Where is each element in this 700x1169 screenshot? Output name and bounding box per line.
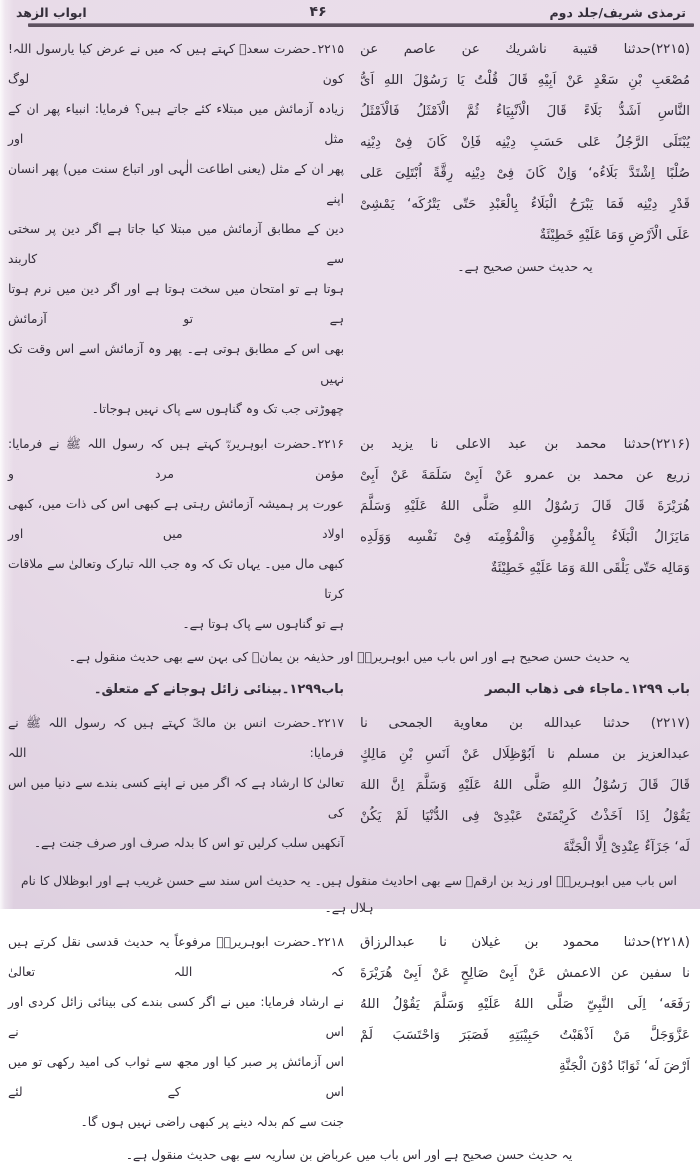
text-line: عبدالعزیز بن مسلم نا اَبُوْظِلَال عَنْ اَنَسِ بْنِ مَالِكٍ [360, 747, 690, 762]
text-line: دین کے مطابق آزمائش میں مبتلا کیا جاتا ہے اگر دین پر سختی سے کاربند [8, 222, 344, 266]
hadith-2218-arabic [360, 927, 690, 1082]
hadith-2217-urdu-lines [8, 708, 344, 858]
hadith-2218-urdu [8, 927, 344, 1137]
text-line: (۲۲۱۶)حدثنا محمد بن عبد الاعلی نا یزید بن [360, 437, 690, 452]
hadith-2218 [8, 927, 690, 1137]
page-number: ۴۶ [309, 4, 327, 20]
hadith-2218-arabic-lines [360, 927, 690, 1082]
text-line: صُلْبًا اِشْتَدَّ بَلَاءُه‘ وَاِنْ كَانَ فِىْ دِيْنِه رِقَّةً اُبْتَلِىَ عَلى [360, 166, 690, 181]
volume-title: ترمذی شریف/جلد دوم [549, 5, 686, 20]
text-line: اس آزمائش پر صبر کیا اور مجھ سے ثواب کی امید رکھی تو میں اس کے لئے [8, 1055, 344, 1099]
hadith-2216-urdu-lines [8, 429, 344, 639]
section-title: ابواب الزهد [16, 5, 87, 20]
text-line: قَالَ قَالَ رَسُوْلُ اللهِ صَلَّى اللهُ عَلَيْهِ وَسَلَّمَ اِنَّ اللهَ [360, 778, 690, 793]
text-line: ہوتا ہے تو امتحان میں سخت ہوتا ہے اور اگر دین میں نرم ہوتا ہے تو آزمائش [8, 282, 344, 326]
text-line: بھی اس کے مطابق ہوتی ہے۔ پھر وہ آزمائش اسے اس وقت تک نہیں [8, 342, 344, 386]
text-line: تعالیٰ کا ارشاد ہے کہ اگر میں نے اپنے کسی بندے سے دنیا میں اس کی [8, 776, 344, 820]
text-line: پھر ان کے مثل (یعنی اطاعت الٰہی اور اتباع سنت میں) پھر انسان اپنے [8, 162, 344, 206]
text-line: (۲۲۱۸)حدثنا محمود بن غیلان نا عبدالرزاق [360, 935, 690, 950]
hadith-2217-urdu [8, 708, 344, 858]
text-line: اَرْضَ لَه‘ ثَوَابًا دُوْنَ الْجَنَّةِ [558, 1059, 690, 1074]
text-line: زریع عن محمد بن عمرو عَنْ اَبِىْ سَلَمَةَ عَنْ اَبِىْ [360, 468, 690, 483]
text-line: رَفَعَه‘ اِلَى النَّبِىِّ صَلَّى اللهُ عَلَيْهِ وَسَلَّمَ يَقُوْلُ اللهُ [360, 997, 690, 1012]
text-line: کبھی مال میں۔ یہاں تک کہ وہ جب اللہ تبارک وتعالیٰ سے ملاقات کرتا [8, 557, 344, 601]
hadith-2215-arabic [360, 34, 690, 282]
chapter-1299 [8, 676, 690, 703]
text-line: آنکھیں سلب کرلیں تو اس کا بدلہ صرف اور صرف جنت ہے۔ [33, 836, 344, 850]
hadith-2216-arabic-lines [360, 429, 690, 584]
text-line: عَزَّوَجَلَّ مَنْ اَذْهَبْتُ حَبِيْبَتِهِ فَصَبَرَ وَاحْتَسَبَ لَمْ [360, 1028, 690, 1043]
text-line: يُبْتَلَى الرَّجُلُ عَلى حَسَبِ دِيْنِه فَاِنْ كَانَ فِىْ دِيْنِه [360, 135, 690, 150]
hadith-2217-arabic [360, 708, 690, 863]
chapter-1299-arabic: باب ۱۲۹۹۔ماجاء فی ذهاب البصر [485, 682, 690, 697]
page-content [0, 27, 700, 1169]
text-line: چھوڑتی جب تک وہ گناہوں سے پاک نہیں ہوجاتا۔ [91, 402, 344, 416]
text-line: مَايَزَالُ الْبَلَاءُ بِالْمُؤْمِنِ وَالْمُؤْمِنَه فِىْ نَفْسِه وَوَلَدِه [360, 530, 690, 545]
text-line: نے ارشاد فرمایا: میں نے اگر کسی بندے کی بینائی زائل کردی اور اس نے [8, 995, 344, 1039]
text-line: ۲۲۱۷۔حضرت انس بن مالکؓ کہتے ہیں کہ رسول اللہ ﷺ نے فرمایا: اللہ [8, 716, 344, 760]
text-line: ۲۲۱۶۔حضرت ابوہریرہؓ کہتے ہیں کہ رسول اللہ ﷺ نے فرمایا: مؤمن مرد و [8, 437, 344, 481]
hadith-2218-urdu-lines [8, 927, 344, 1137]
text-line: يَقُوْلُ اِذَا اَخَذْتُ كَرِيْمَتَىْ عَبْدِىْ فِى الدُّنْيَا لَمْ يَكُنْ [360, 809, 690, 824]
text-line: النَّاسِ اَشَدُّ بَلَاءً قَالَ الْاَنْبِيَاءُ ثُمَّ الْاَمْثَلُ فَالْاَمْثَلُ [360, 104, 690, 119]
hadith-2215-grade-note: یہ حدیث حسن صحیح ہے۔ [457, 260, 593, 274]
text-line: هُرَيْرَةَ قَالَ قَالَ رَسُوْلُ اللهِ صَلَّى اللهُ عَلَيْهِ وَسَلَّمَ [360, 499, 690, 514]
text-line: (۲۲۱۷) حدثنا عبدالله بن معاویة الجمحی نا [360, 716, 690, 731]
text-line: قَدْرِ دِيْنِه فَمَا يَبْرَحُ الْبَلَاءُ بِالْعَبْدِ حَتّى يَتْرُكَه‘ يَمْشِىْ [360, 197, 690, 212]
text-line: وَمَالِه حَتّى يَلْقَى اللهَ وَمَا عَلَيْهِ خَطِيْئَةٌ [490, 561, 690, 576]
hadith-2216-urdu [8, 429, 344, 639]
chapter-1299-urdu: باب۱۲۹۹۔بینائی زائل ہوجانے کے متعلق۔ [93, 682, 344, 697]
text-line: جنت سے کم بدلہ دینے پر کبھی راضی نہیں ہوں گا۔ [80, 1115, 344, 1129]
hadith-2216 [8, 429, 690, 639]
page-header [0, 0, 700, 21]
text-line: (۲۲۱۵)حدثنا قتیبة ناشریك عن عاصم عن [360, 42, 690, 57]
hadith-2217 [8, 708, 690, 863]
text-line: مُصْعَبِ بْنِ سَعْدٍ عَنْ اَبِيْهِ قَالَ قُلْتُ يَا رَسُوْلَ اللهِ اَىُّ [360, 73, 690, 88]
text-line: زیادہ آزمائش میں مبتلاء کئے جاتے ہیں؟ فرمایا: انبیاء پھر ان کے مثل اور [8, 102, 344, 146]
text-line: ہے تو گناہوں سے پاک ہوتا ہے۔ [182, 617, 344, 631]
note-after-2217: اس باب میں ابوہریرہؓ اور زید بن ارقمؓ سے بھی احادیث منقول ہیں۔ یہ حدیث اس سند سے حسن غریب ہے اور ابوظلال کا نام ہلال ہے۔ [21, 874, 677, 915]
note-after-2218: یہ حدیث حسن صحیح ہے اور اس باب میں عرباض بن ساریہ سے بھی حدیث منقول ہے۔ [125, 1148, 573, 1162]
hadith-2216-arabic [360, 429, 690, 584]
text-line: لَه‘ جَزَآءٌ عِنْدِىْ اِلَّا الْجَنَّةَ [563, 840, 690, 855]
text-line: عَلَى الْاَرْضِ وَمَا عَلَيْهِ خَطِيْئَةٌ [539, 228, 690, 243]
hadith-2215 [8, 34, 690, 424]
note-after-2216: یہ حدیث حسن صحیح ہے اور اس باب میں ابوہریرہؓ اور حذیفہ بن یمانؓ کی بہن سے بھی حدیث منقول ہے۔ [68, 650, 630, 664]
text-line: نا سفین عن الاعمش عَنْ اَبِىْ صَالِحٍ عَنْ اَبِىْ هُرَيْرَةَ [360, 966, 690, 981]
text-line: ۲۲۱۵۔حضرت سعدؓ کہتے ہیں کہ میں نے عرض کیا یارسول اللہ! کون لوگ [8, 42, 344, 86]
hadith-2215-urdu-lines [8, 34, 344, 424]
hadith-2215-urdu [8, 34, 344, 424]
text-line: ۲۲۱۸۔حضرت ابوہریرہؓ مرفوعاً یہ حدیث قدسی نقل کرتے ہیں کہ اللہ تعالیٰ [8, 935, 344, 979]
hadith-2217-arabic-lines [360, 708, 690, 863]
text-line: عورت پر ہمیشہ آزمائش رہتی ہے کبھی اس کی ذات میں، کبھی اولاد میں اور [8, 497, 344, 541]
hadith-2215-arabic-lines [360, 34, 690, 251]
